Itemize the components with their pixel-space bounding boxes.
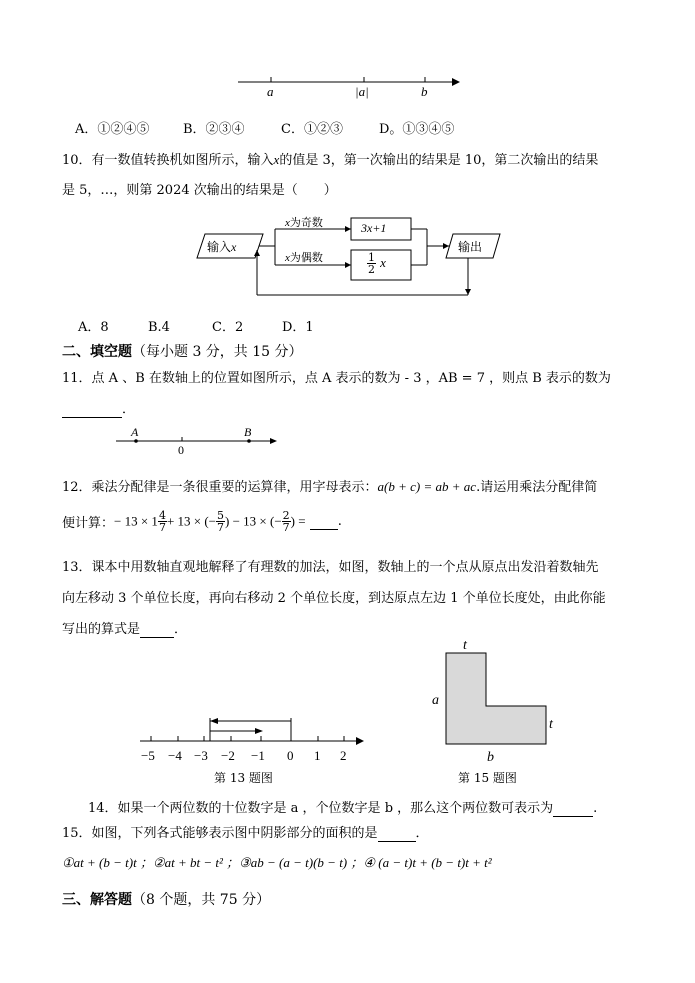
q13-caption: 第 13 题图 [214,771,273,785]
q13-line3: 写出的算式是 ． [62,622,188,637]
section3-heading: 三、解答题（8 个题，共 75 分） [62,892,271,908]
q12-line2: 便计算：− 13 × 1 $\frac{4}{7}$ + 13 × (− $\frac{5}{7}$ ) − 13 × (− $\frac{2}{7}$ ) = . [62,509,342,534]
q13-line1: 13．课本中用数轴直观地解释了有理数的加法，如图，数轴上的一个点从原点出发沿着数轴先 [62,560,599,575]
q9-option-b[interactable]: B．②③④ [183,122,245,137]
q13-tick-1: 1 [314,748,321,763]
q9-options [75,118,454,137]
q13-line2: 向左移动 3 个单位长度，再向右移动 2 个单位长度，到达原点左边 1 个单位长度处，由此你能 [62,591,606,606]
q10-options [78,316,314,335]
q11-answer-line: ． [62,398,135,418]
q11-text: 11．点 A 、B 在数轴上的位置如图所示，点 A 表示的数为 - 3 ，AB = 7 ，则点 B 表示的数为 [62,371,611,386]
q12-line1: 12．乘法分配律是一条很重要的运算律，用字母表示：a(b + c) = ab + ac.请运用乘法分配律简 [62,479,598,495]
q14-text: 14．如果一个两位数的十位数字是 a ，个位数字是 b ，那么这个两位数可表示为 . [88,801,598,816]
q10-option-d[interactable]: D．1 [282,320,314,335]
q13-tick-0: 0 [287,748,294,763]
q15-answer-blank[interactable] [378,826,416,842]
q13-tick-m2: −2 [221,748,235,763]
flowchart-lines [195,208,515,303]
label-b: b [421,84,428,99]
q11-label-B: B [244,425,252,439]
q15-options: ①at + (b − t)t ；②at + bt − t² ；③ab − (a − t)(b − t) ；④ (a − t)t + (b − t)t + t² [62,855,492,870]
q11-label-zero: 0 [178,443,184,456]
q9-option-c[interactable]: C．①②③ [281,122,343,137]
q13-tick-m1: −1 [251,748,265,763]
fig15-label-t-top: t [463,638,467,653]
q10-line2: 是 5，…，则第 2024 次输出的结果是（ ） [62,183,337,198]
fig15-label-t-right: t [549,717,553,732]
fig15 [428,636,568,770]
q13-tick-m3: −3 [194,748,208,763]
flow-cond-even: x为偶数 [285,251,323,264]
flow-cond-odd: x为奇数 [285,216,323,229]
fig15-label-b: b [487,750,494,765]
q13-tick-2: 2 [340,748,347,763]
q13-tick-m5: −5 [141,748,155,763]
q9-option-a[interactable]: A．①②④⑤ [75,122,150,137]
q10-line1: 10．有一数值转换机如图所示，输入x的值是 3，第一次输出的结果是 10，第二次输出的结果 [62,152,599,168]
q10-option-c[interactable]: C．2 [212,320,244,335]
flow-box-even: $\frac{1}{2}$ x [368,251,386,276]
q15-text: 15．如图，下列各式能够表示图中阴影部分的面积的是 ． [62,826,429,841]
flow-box-odd: 3x+1 [361,221,387,235]
flow-input: 输入x [207,240,237,254]
q11-answer-blank[interactable] [62,402,122,418]
flow-output: 输出 [458,240,483,254]
q10-flowchart [195,208,515,303]
fig15-caption: 第 15 题图 [458,771,517,785]
q14-answer-blank[interactable] [553,801,593,817]
q11-label-A: A [131,425,139,439]
q12-answer-blank[interactable] [310,514,338,530]
label-a: a [267,84,274,99]
label-abs-a: |a| [355,84,369,99]
fig15-label-a: a [432,693,439,708]
q13-tick-m4: −4 [168,748,182,763]
q13-answer-blank[interactable] [140,622,174,638]
q10-option-a[interactable]: A．8 [78,320,109,335]
top-number-line [230,70,470,104]
q13-figure [138,710,370,766]
q9-option-d[interactable]: D。①③④⑤ [379,122,455,137]
q11-number-line [112,424,282,456]
section2-heading: 二、填空题（每小题 3 分，共 15 分） [62,344,303,360]
q10-option-b[interactable]: B.4 [148,320,170,335]
